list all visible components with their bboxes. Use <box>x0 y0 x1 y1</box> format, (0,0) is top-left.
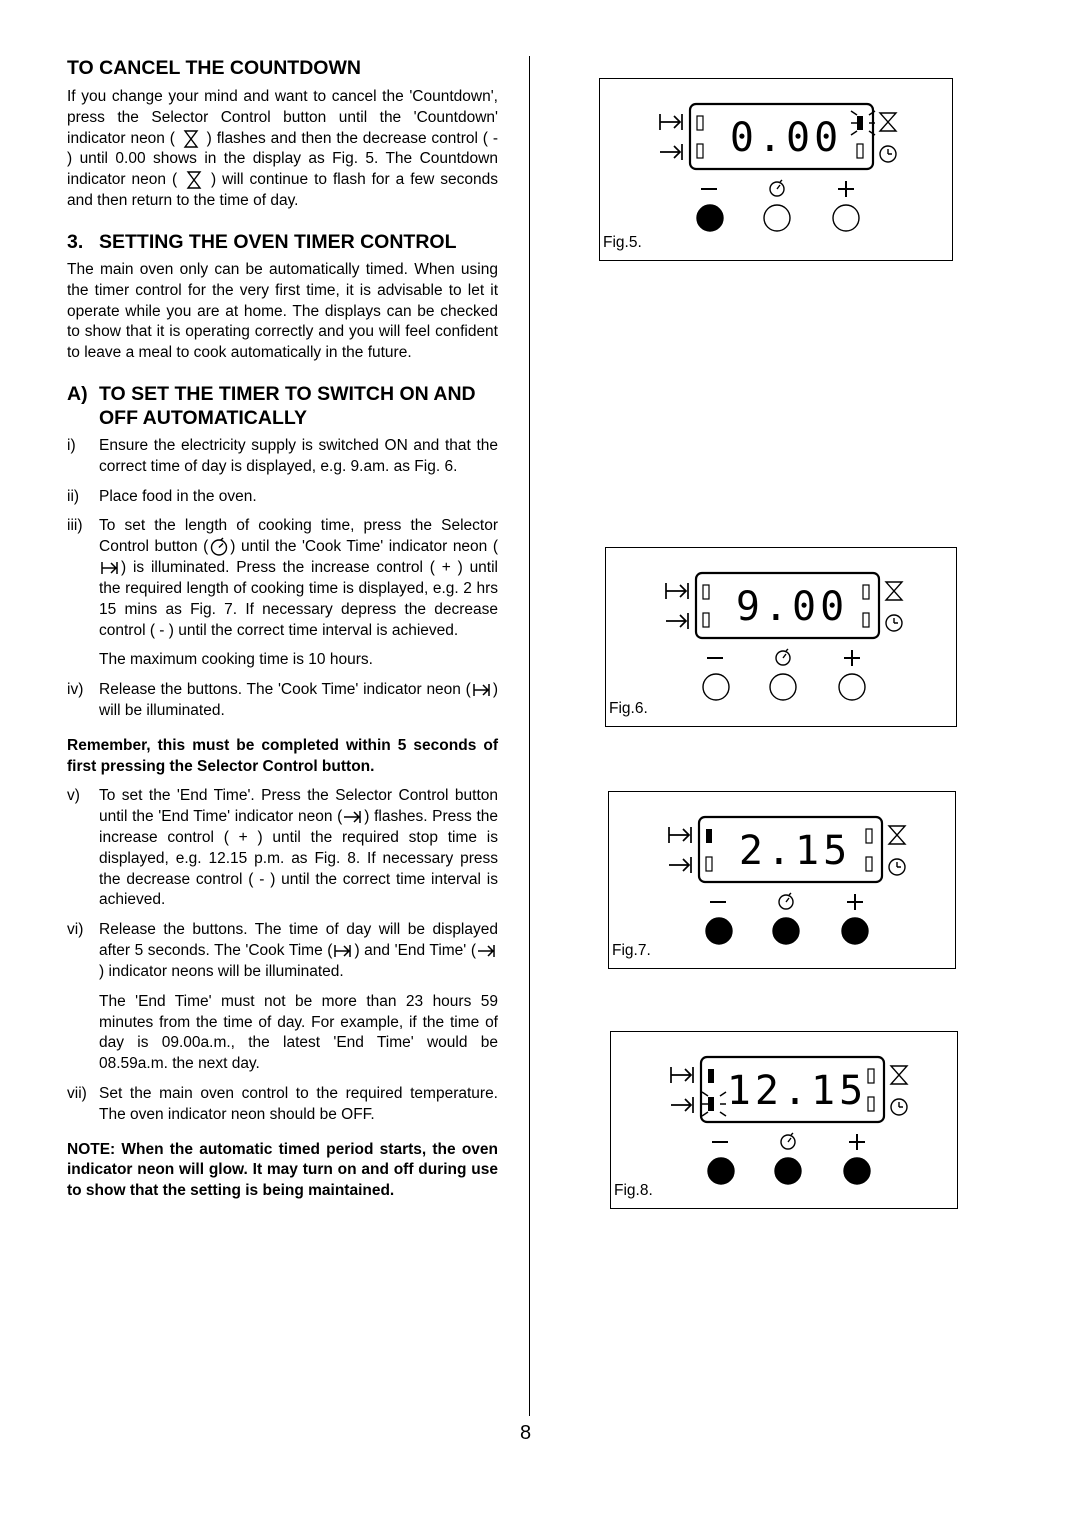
hourglass-icon <box>880 113 896 131</box>
timer-panel-drawing <box>609 792 949 967</box>
cook-time-icon <box>471 680 493 700</box>
countdown-neon <box>863 585 869 599</box>
end-time-neon <box>697 144 703 158</box>
oven-neon <box>868 1097 874 1111</box>
end-time-neon <box>703 613 709 627</box>
step-ii: ii) Place food in the oven. <box>67 487 257 505</box>
cook-time-icon <box>332 941 354 961</box>
figure-5 <box>599 78 953 261</box>
figure-6 <box>605 547 957 727</box>
heading-section-a: A) TO SET THE TIMER TO SWITCH ON AND OFF AUTOMATICALLY <box>67 382 476 429</box>
text-column <box>67 56 498 1202</box>
oven-neon <box>866 857 872 871</box>
cook-time-neon <box>706 829 712 843</box>
plus-icon <box>844 650 860 666</box>
figure-label: Fig.8. <box>614 1182 653 1199</box>
display-digits: 12.15 <box>726 1068 868 1114</box>
cook-time-neon <box>708 1069 714 1083</box>
end-time-neon <box>706 857 712 871</box>
step-iv: iv) Release the buttons. The 'Cook Time' indicator neon ( ) will be illuminated. <box>67 681 498 719</box>
hourglass-icon <box>889 826 905 844</box>
remember-note: Remember, this must be completed within 5 seconds of first pressing the Selector Control button. <box>67 736 498 775</box>
oven-neon <box>857 144 863 158</box>
end-time-icon <box>660 144 682 160</box>
cancel-paragraph: If you change your mind and want to cancel the 'Countdown', press the Selector Control button until the 'Countdown' indicator neon ( ) flashes and then the decrease control ( - ) until 0.00 shows in the display as Fig. 5. The Countdown indicator neon ( ) will continue to flash for a few seconds and then return to the time of day. <box>67 88 498 210</box>
heading-cancel-countdown: TO CANCEL THE COUNTDOWN <box>67 57 361 79</box>
end-time-icon <box>666 613 688 629</box>
step-iii: iii) To set the length of cooking time, press the Selector Control button ( ) until the 'Cook Time' indicator neon ( ) is illuminated. Press the increase control ( + ) until the required length of cooking time is displayed, e.g. 2 hrs 15 mins as Fig. 7. If necessary depress the decrease control ( - ) until the correct time interval is achieved. <box>67 517 498 639</box>
step-vi-note: The 'End Time' must not be more than 23 hours 59 minutes from the time of day. For example, if the time of day is 09.00a.m., the latest 'End Time' would be 08.59a.m. the next day. <box>99 992 498 1073</box>
step-iii-note: The maximum cooking time is 10 hours. <box>99 651 373 669</box>
display-digits: 2.15 <box>738 828 852 874</box>
display-digits: 0.00 <box>729 115 843 161</box>
selector-button <box>770 674 796 700</box>
figure-7 <box>608 791 956 969</box>
oven-neon <box>863 613 869 627</box>
step-vi: vi) Release the buttons. The time of day will be displayed after 5 seconds. The 'Cook Time ( ) and 'End Time' ( ) indicator neons will be illuminated. <box>67 921 498 980</box>
figure-8 <box>610 1031 958 1209</box>
end-time-icon <box>476 941 498 961</box>
column-divider <box>529 56 530 1416</box>
hourglass-icon <box>180 129 202 149</box>
section-3-body: The main oven only can be automatically timed. When using the timer control for the very first time, it is advisable to let it operate while you are at home. The displays can be checked to show that it is operating correctly and you will feel confident to leave a meal to cook automatically in the future. <box>67 260 498 362</box>
step-vii: vii) Set the main oven control to the required temperature. The oven indicator neon should be OFF. <box>67 1084 498 1123</box>
cook-time-icon <box>671 1067 693 1083</box>
automatic-period-note: NOTE: When the automatic timed period starts, the oven indicator neon will glow. It may turn on and off during use to show that the setting is being maintained. <box>67 1140 498 1200</box>
increase-button <box>833 205 859 231</box>
timer-panel-drawing <box>606 548 946 723</box>
figure-label: Fig.6. <box>609 700 648 717</box>
timer-panel-drawing <box>600 79 940 254</box>
cook-time-icon <box>666 583 688 599</box>
end-time-neon <box>702 1092 726 1116</box>
plus-icon <box>838 181 854 197</box>
hourglass-icon <box>183 170 205 190</box>
page-number: 8 <box>520 1422 532 1444</box>
figure-label: Fig.5. <box>603 234 642 251</box>
step-v: v) To set the 'End Time'. Press the Selector Control button until the 'End Time' indicator neon ( ) flashes. Press the increase control ( + ) until the required stop time is displayed, e.g. 12.15 p.m. as Fig. 8. If necessary press the decrease control ( - ) until the correct time interval is achieved. <box>67 787 498 909</box>
selector-clock-icon <box>208 537 230 557</box>
decrease-button <box>706 918 732 944</box>
selector-button <box>764 205 790 231</box>
step-i: i) Ensure the electricity supply is switched ON and that the correct time of day is displayed, e.g. 9.am. as Fig. 6. <box>67 436 498 475</box>
hourglass-icon <box>891 1066 907 1084</box>
hourglass-icon <box>886 582 902 600</box>
increase-button <box>839 674 865 700</box>
display-digits: 9.00 <box>735 584 849 630</box>
countdown-neon <box>868 1069 874 1083</box>
cook-time-neon <box>703 585 709 599</box>
increase-button <box>844 1158 870 1184</box>
timer-panel-drawing <box>611 1032 951 1207</box>
cook-time-icon <box>99 558 121 578</box>
decrease-button <box>697 205 723 231</box>
end-time-icon <box>671 1097 693 1113</box>
end-time-icon <box>342 807 364 827</box>
plus-icon <box>849 1134 865 1150</box>
increase-button <box>842 918 868 944</box>
plus-icon <box>847 894 863 910</box>
selector-button <box>773 918 799 944</box>
cook-time-neon <box>697 116 703 130</box>
countdown-neon <box>851 111 875 135</box>
end-time-icon <box>669 857 691 873</box>
heading-section-3: 3. SETTING THE OVEN TIMER CONTROL <box>67 230 457 253</box>
cook-time-icon <box>660 114 682 130</box>
figure-label: Fig.7. <box>612 942 651 959</box>
selector-button <box>775 1158 801 1184</box>
countdown-neon <box>866 829 872 843</box>
decrease-button <box>708 1158 734 1184</box>
cook-time-icon <box>669 827 691 843</box>
decrease-button <box>703 674 729 700</box>
